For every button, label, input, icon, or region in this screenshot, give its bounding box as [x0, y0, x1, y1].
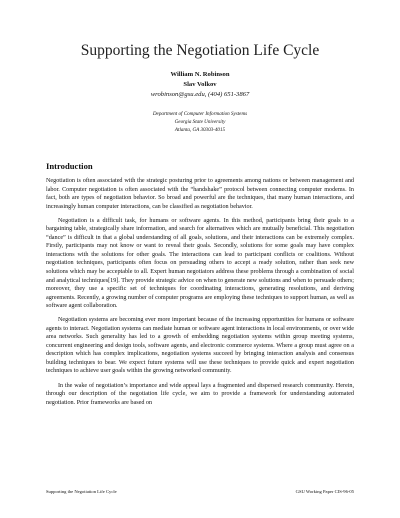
section-heading: Introduction [46, 161, 93, 171]
paragraph: In the wake of negotiation’s importance and wide appeal lays a fragmented and dispersed research community. Herein, through our description of the negotiation life cycle, we aim to provide a framework for understanding automated negotiation. Prior frameworks are based on [46, 382, 354, 406]
affiliation-line: Department of Computer Information Systems [152, 111, 248, 117]
author-block [0, 70, 400, 100]
affiliation-line: Atlanta, GA 30303-4015 [174, 127, 226, 133]
author-name: Slav Volkov [183, 81, 217, 88]
footer-left: Supporting the Negotiation Life Cycle [46, 489, 117, 494]
page-footer [46, 489, 354, 494]
author-contact: wrobinson@gsu.edu, (404) 651-3867 [150, 91, 250, 98]
section-body [46, 177, 354, 413]
paragraph: Negotiation is a difficult task, for humans or software agents. In this method, participants bring their goals to a bargaining table, strategically share information, and search for alternatives which are mutually beneficial. This negotiation “dance” is difficult in that a global understanding of all goals, solutions, and their interactions can be extremely complex. Firstly, participants may not know or want to reveal their goals. Secondly, solutions for some goals may have complex interactions with the solutions for other goals. The interactions can lead to participant conflicts or coalitions. Without negotiation techniques, participants often focus on persuading others to accept a ready solution, rather than seek new solutions which may be acceptable to all. Expert human negotiators address these problems through a combination of social and analytical techniques[19]. They provide strategic advice on when to generate new solutions and when to persuade others; moreover, they use a specific set of techniques for coordinating interactions, generating resolutions, and deriving agreements. Recently, a growing number of computer programs are employing these techniques to support human, as well as software agent collaboration. [46, 217, 354, 310]
paragraph: Negotiation is often associated with the strategic posturing prior to agreements among nations or between management and labor. Computer negotiation is often associated with the “handshake” protocol between connecting computer modems. In fact, both are types of negotiation behavior. So broad and powerful are the techniques, that many human interactions, and increasingly human computer interactions, can be classified as negotiation behavior. [46, 178, 354, 210]
paragraph: Negotiation systems are becoming ever more important because of the increasing opportunities for humans or software agents to interact. Negotiation systems can mediate human or software agent interactions in local environments, or over wide area networks. Such generality has led to a growth of embedding negotiation systems within group meeting systems, concurrent engineering and design tools, software agents, and electronic commerce systems. Where a group must agree on a description which has complex implications, negotiation systems succeed by bringing interaction analysis and consensus building techniques to bear. We expect future systems will use these techniques to provide quick and expert negotiation techniques to achieve user goals within the growing networked community. [46, 317, 354, 375]
paper-title: Supporting the Negotiation Life Cycle [80, 42, 320, 59]
affiliation-line: Georgia State University [174, 119, 226, 125]
footer-right: GSU Working Paper CIS-96-05 [295, 489, 354, 494]
affiliation-block [0, 110, 400, 134]
author-name: William N. Robinson [170, 71, 230, 78]
